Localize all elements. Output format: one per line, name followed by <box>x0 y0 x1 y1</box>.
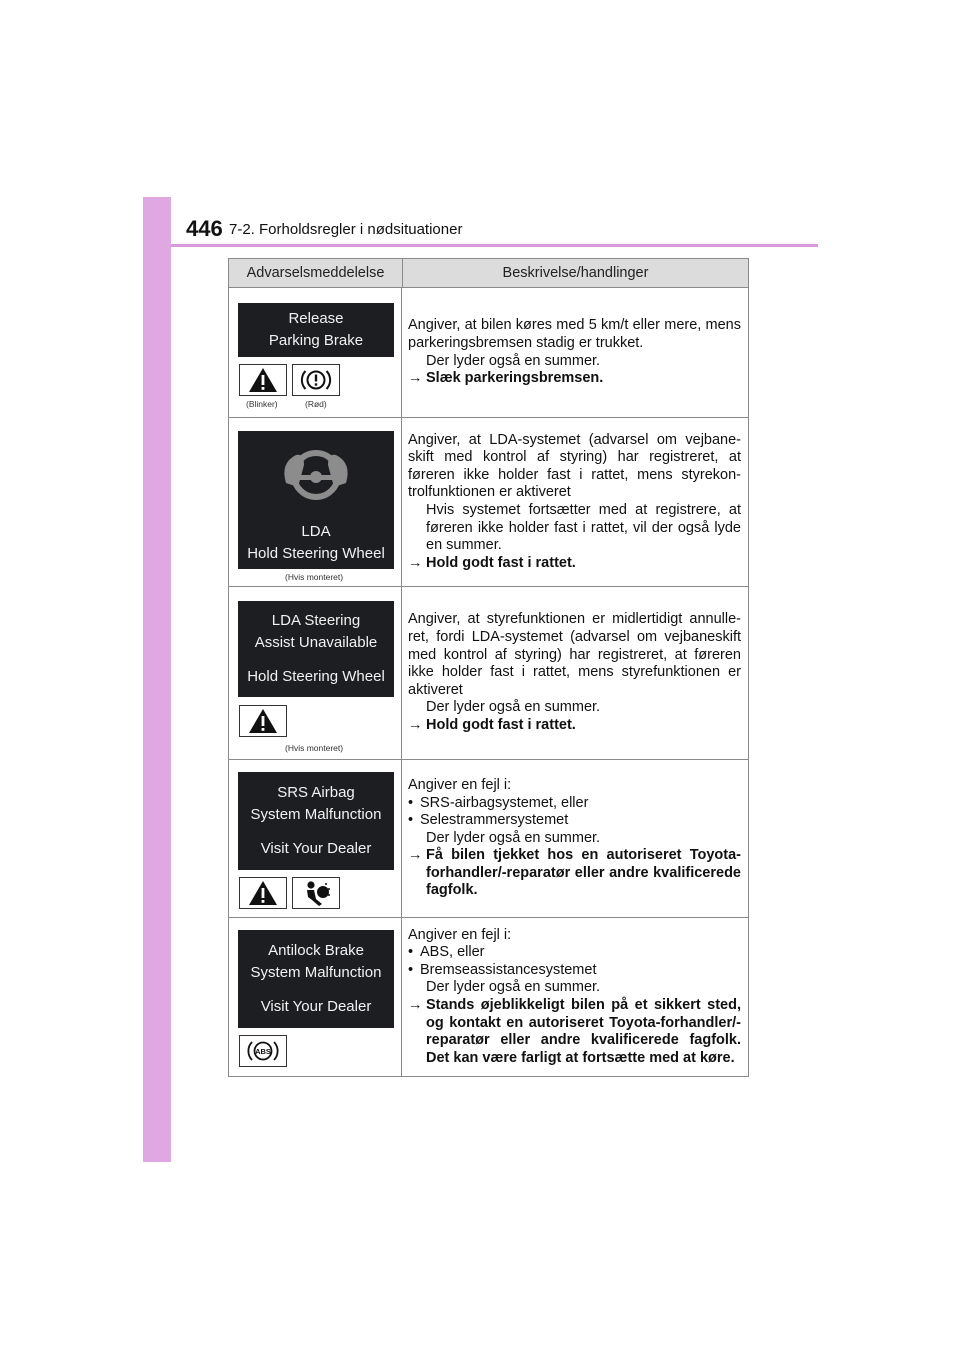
brake-warning-icon <box>300 367 332 393</box>
bullet-item <box>408 962 741 980</box>
table-row <box>229 760 748 918</box>
arrow-glyph: → <box>408 997 423 1013</box>
action-text: Få bilen tjekket hos en autoriseret Toyota-forhandler/-reparatør eller andre kvalificerede fagfolk. <box>426 847 741 899</box>
message-cell <box>229 918 402 1076</box>
page-number: 446 <box>186 216 223 241</box>
action-line <box>408 370 741 388</box>
display-line: Visit Your Dealer <box>260 998 372 1015</box>
bullet-glyph: • <box>408 812 414 829</box>
abs-icon-label: ABS <box>255 1046 271 1056</box>
action-line <box>408 847 741 900</box>
note-text: Der lyder også en summer. <box>426 352 601 369</box>
display-line: Parking Brake <box>268 332 364 349</box>
arrow-glyph: → <box>408 716 423 733</box>
warning-message-table <box>228 258 749 1077</box>
arrow-glyph: → <box>408 554 423 571</box>
bullet-item <box>408 795 741 813</box>
action-text: Stands øjeblikkeligt bilen på et sikkert sted, og kontakt en autoriseret Toyota-forhandler/-reparatør eller andre kvalificerede fagfolk. Det kan være farligt at fortsætte med at køre. <box>426 997 741 1066</box>
description-text: Angiver, at LDA-systemet (advarsel om vejbane-skift med kontrol af styring) har registreret, at føreren ikke holder fast i rattet, mens styrekon-trolfunktionen er aktiveret <box>408 431 741 501</box>
bullet-item <box>408 944 741 962</box>
description-cell <box>402 418 748 586</box>
table-row <box>229 418 748 587</box>
note-text: Der lyder også en summer. <box>426 829 601 846</box>
display-release-parking-brake <box>238 303 394 357</box>
warning-triangle-icon-box <box>239 705 287 737</box>
display-line: LDA <box>301 523 331 540</box>
message-cell <box>229 288 402 417</box>
airbag-icon <box>301 880 331 906</box>
action-text: Hold godt fast i rattet. <box>426 554 576 571</box>
bullet-text: ABS, eller <box>420 944 485 961</box>
table-row <box>229 587 748 760</box>
warning-triangle-icon <box>248 708 278 734</box>
message-cell <box>229 587 402 759</box>
action-text: Slæk parkeringsbremsen. <box>426 370 604 387</box>
abs-icon <box>246 1038 280 1064</box>
airbag-icon-box <box>292 877 340 909</box>
action-line <box>408 997 741 1067</box>
section-title: 7-2. Forholdsregler i nødsituationer <box>229 221 463 238</box>
display-line: System Malfunction <box>250 806 382 823</box>
display-lda-steering-assist-unavailable <box>238 601 394 697</box>
description-text: Angiver, at bilen køres med 5 km/t eller mere, mens parkeringsbremsen stadig er trukket. <box>408 317 741 351</box>
action-line <box>408 555 741 573</box>
display-line: Antilock Brake <box>268 942 364 959</box>
message-cell <box>229 418 402 586</box>
bullet-glyph: • <box>408 961 414 978</box>
column-header-description: Beskrivelse/handlinger <box>502 265 649 281</box>
action-text: Hold godt fast i rattet. <box>426 716 576 733</box>
warning-triangle-icon <box>248 880 278 906</box>
steering-wheel-hands-icon <box>238 435 394 515</box>
fitment-caption: (Hvis monteret) <box>285 743 344 753</box>
icon-caption-blinker: (Blinker) <box>246 399 278 409</box>
note-text: Hvis systemet fortsætter med at registrere, at føreren ikke holder fast i rattet, vil der også lyde en summer. <box>426 502 741 554</box>
brake-warning-icon-box <box>292 364 340 396</box>
display-line: System Malfunction <box>250 964 382 981</box>
bullet-item <box>408 812 741 830</box>
display-line: Release <box>288 310 344 327</box>
table-row <box>229 288 748 418</box>
abs-icon-box <box>239 1035 287 1067</box>
arrow-glyph: → <box>408 370 423 387</box>
display-line: Hold Steering Wheel <box>247 545 385 562</box>
display-line: Hold Steering Wheel <box>247 668 385 685</box>
description-cell <box>402 587 748 759</box>
action-line <box>408 717 741 735</box>
description-text: Angiver, at styrefunktionen er midlertidigt annulle-ret, fordi LDA-systemet (advarsel om vejbaneskift med kontrol af styring) har registreret, at føreren ikke holder fast i rattet, mens styrefunktionen er aktiveret <box>408 611 741 698</box>
description-cell <box>402 918 748 1076</box>
description-cell <box>402 288 748 417</box>
display-srs-airbag-malfunction <box>238 772 394 870</box>
warning-triangle-icon-box <box>239 364 287 396</box>
note-text: Der lyder også en summer. <box>426 699 601 716</box>
column-header-message: Advarselsmeddelelse <box>229 259 403 287</box>
display-line: SRS Airbag <box>277 784 355 801</box>
bullet-glyph: • <box>408 794 414 811</box>
description-cell <box>402 760 748 917</box>
bullet-text: Selestrammersystemet <box>420 812 569 829</box>
intro-text: Angiver en fejl i: <box>408 776 512 793</box>
warning-triangle-icon-box <box>239 877 287 909</box>
display-lda-hold-steering-wheel <box>238 431 394 569</box>
bullet-text: Bremseassistancesystemet <box>420 961 597 978</box>
icon-caption-red: (Rød) <box>305 399 327 409</box>
display-antilock-brake-malfunction <box>238 930 394 1028</box>
display-line: Visit Your Dealer <box>260 840 372 857</box>
arrow-glyph: → <box>408 847 423 864</box>
fitment-caption: (Hvis monteret) <box>285 572 344 582</box>
table-row <box>229 918 748 1076</box>
display-line: LDA Steering <box>271 612 361 629</box>
chapter-side-strip <box>143 197 171 1162</box>
warning-triangle-icon <box>248 367 278 393</box>
intro-text: Angiver en fejl i: <box>408 926 512 943</box>
note-text: Der lyder også en summer. <box>426 979 601 996</box>
table-header <box>229 259 748 288</box>
header-rule <box>171 244 818 247</box>
bullet-text: SRS-airbagsystemet, eller <box>420 794 589 811</box>
message-cell <box>229 760 402 917</box>
display-line: Assist Unavailable <box>254 634 378 651</box>
bullet-glyph: • <box>408 944 414 961</box>
